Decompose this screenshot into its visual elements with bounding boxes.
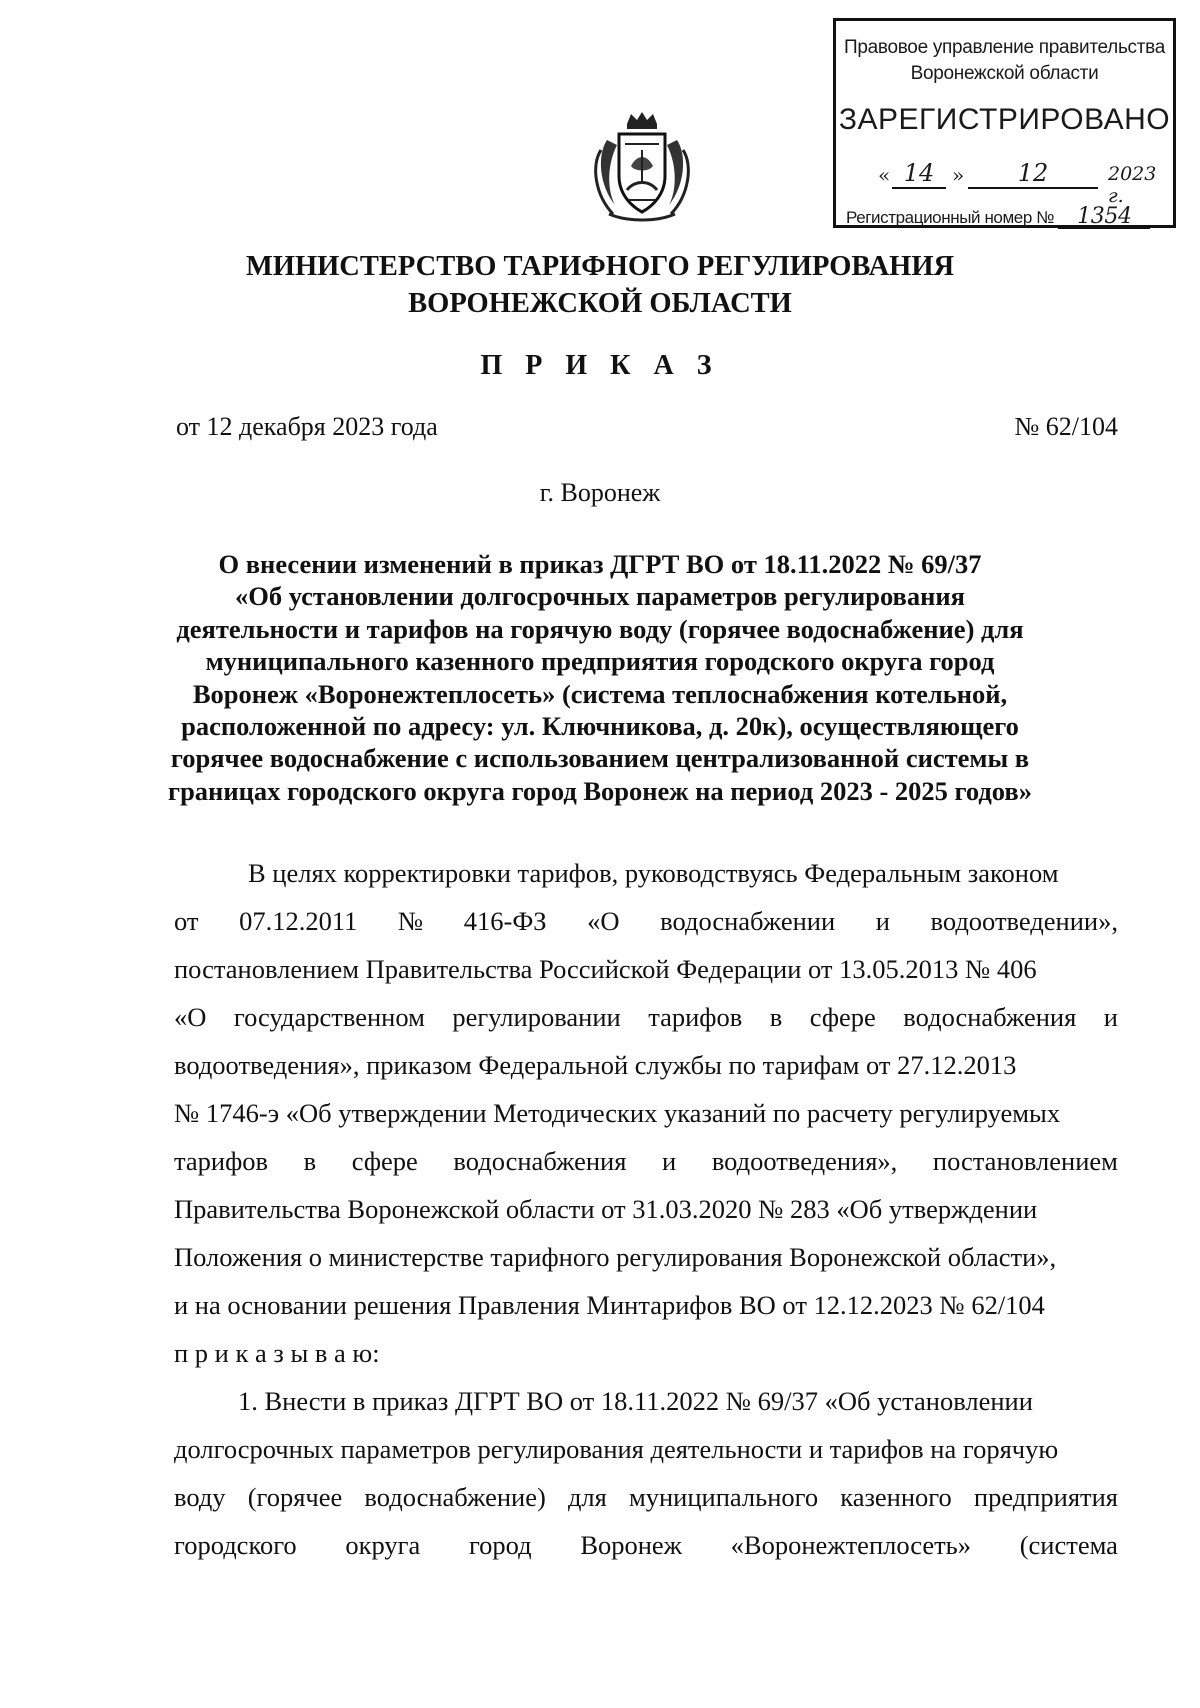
order-title: [100, 548, 1100, 807]
preamble-line: и на основании решения Правления Минтарифов ВО от 12.12.2023 № 62/104: [174, 1290, 1045, 1320]
preamble-word: водоотведения»,: [711, 1146, 898, 1176]
ministry-name-line2: ВОРОНЕЖСКОЙ ОБЛАСТИ: [408, 288, 792, 319]
preamble-word: 416-ФЗ: [463, 906, 547, 936]
preamble-word: водоснабжении: [660, 906, 836, 936]
stamp-date-year: 2023 г.: [1108, 163, 1157, 207]
preamble-word: 07.12.2011: [239, 906, 358, 936]
preamble-line: постановлением Правительства Российской Федерации от 13.05.2013 № 406: [174, 954, 1037, 984]
preamble-line: [174, 906, 1118, 937]
item1-line: 1. Внести в приказ ДГРТ ВО от 18.11.2022 № 69/37 «Об установлении: [238, 1386, 1033, 1416]
item1-word: для: [567, 1482, 607, 1512]
item1-word: округа: [345, 1530, 421, 1560]
stamp-registration-number: [846, 204, 1150, 229]
preamble-word: в: [769, 1002, 783, 1032]
stamp-registered-text: ЗАРЕГИСТРИРОВАНО: [838, 103, 1171, 136]
preamble-word: и: [875, 906, 890, 936]
title-line: Воронеж «Воронежтеплосеть» (система теплоснабжения котельной,: [192, 678, 1008, 709]
item1-word: муниципального: [628, 1482, 819, 1512]
order-number: № 62/104: [1014, 412, 1118, 441]
preamble-word: и: [1103, 1002, 1118, 1032]
item1-word: (система: [1019, 1530, 1118, 1560]
preamble-word: «О: [587, 906, 620, 936]
preamble-line: Положения о министерстве тарифного регулирования Воронежской области»,: [174, 1242, 1057, 1272]
title-line: деятельности и тарифов на горячую воду (горячее водоснабжение) для: [176, 613, 1024, 644]
coat-of-arms-icon: [587, 110, 697, 222]
item1-line: [174, 1530, 1118, 1561]
ministry-name: [0, 248, 1200, 322]
preamble-line: Правительства Воронежской области от 31.03.2020 № 283 «Об утверждении: [174, 1194, 1038, 1224]
preamble-line: № 1746-э «Об утверждении Методических указаний по расчету регулируемых: [174, 1098, 1061, 1128]
preamble-line: [174, 1146, 1118, 1177]
title-line: «Об установлении долгосрочных параметров регулирования: [235, 581, 965, 612]
preamble-word: водоснабжения: [453, 1146, 627, 1176]
item1-word: «Воронежтеплосеть»: [730, 1530, 972, 1560]
preamble-word: в: [303, 1146, 317, 1176]
order-city: г. Воронеж: [539, 478, 661, 507]
preamble-word: сфере: [809, 1002, 876, 1032]
preamble-word: регулировании: [452, 1002, 621, 1032]
preamble-word: сфере: [351, 1146, 418, 1176]
preamble-line: В целях корректировки тарифов, руководствуясь Федеральным законом: [248, 858, 1059, 888]
preamble-word: тарифов: [174, 1146, 269, 1176]
order-heading: П Р И К А З: [480, 350, 720, 381]
preamble-word: от: [174, 906, 199, 936]
item1-word: казенного: [840, 1482, 952, 1512]
item1-word: город: [468, 1530, 532, 1560]
stamp-date-open-quote: «: [878, 163, 891, 187]
preamble-word: тарифов: [648, 1002, 743, 1032]
title-line: горячее водоснабжение с использованием централизованной системы в: [170, 743, 1030, 774]
item1-word: предприятия: [973, 1482, 1118, 1512]
title-line: расположенной по адресу: ул. Ключникова, д. 20к), осуществляющего: [181, 711, 1019, 742]
preamble-line: водоотведения», приказом Федеральной службы по тарифам от 27.12.2013: [174, 1050, 1017, 1080]
item1-line: [174, 1482, 1118, 1513]
item1-word: городского: [174, 1530, 297, 1560]
stamp-reg-label: Регистрационный номер №: [846, 208, 1055, 227]
stamp-date: [878, 159, 1168, 207]
item1-word: водоснабжение): [364, 1482, 546, 1512]
title-line: О внесении изменений в приказ ДГРТ ВО от 18.11.2022 № 69/37: [218, 549, 982, 579]
preamble-word: водоотведении»,: [930, 906, 1118, 936]
preamble-word: №: [397, 906, 424, 936]
title-line: границах городского округа город Воронеж на период 2023 - 2025 годов»: [168, 775, 1032, 806]
preamble-word: постановлением: [932, 1146, 1118, 1176]
stamp-department-line2: Воронежской области: [910, 63, 1099, 84]
order-date: от 12 декабря 2023 года: [176, 412, 438, 441]
item1-word: (горячее: [247, 1482, 343, 1512]
preamble-line: [174, 1002, 1118, 1033]
title-line: муниципального казенного предприятия городского округа город: [205, 646, 995, 677]
stamp-department-line1: Правовое управление правительства: [843, 37, 1165, 58]
stamp-department: [836, 35, 1173, 87]
item1-word: Воронеж: [580, 1530, 682, 1560]
preamble-word: государственном: [233, 1002, 425, 1032]
registration-stamp: [833, 18, 1176, 228]
stamp-date-month: 12: [968, 159, 1098, 189]
stamp-date-day: 14: [892, 159, 946, 189]
order-verb: п р и к а з ы в а ю:: [174, 1338, 380, 1368]
ministry-name-line1: МИНИСТЕРСТВО ТАРИФНОГО РЕГУЛИРОВАНИЯ: [245, 251, 955, 282]
stamp-reg-number: 1354: [1058, 207, 1150, 229]
preamble-word: водоснабжения: [903, 1002, 1077, 1032]
preamble-word: «О: [174, 1002, 207, 1032]
item1-line: долгосрочных параметров регулирования деятельности и тарифов на горячую: [174, 1434, 1059, 1464]
item1-word: воду: [174, 1482, 226, 1512]
stamp-date-close-quote: »: [952, 163, 965, 187]
preamble-word: и: [662, 1146, 677, 1176]
